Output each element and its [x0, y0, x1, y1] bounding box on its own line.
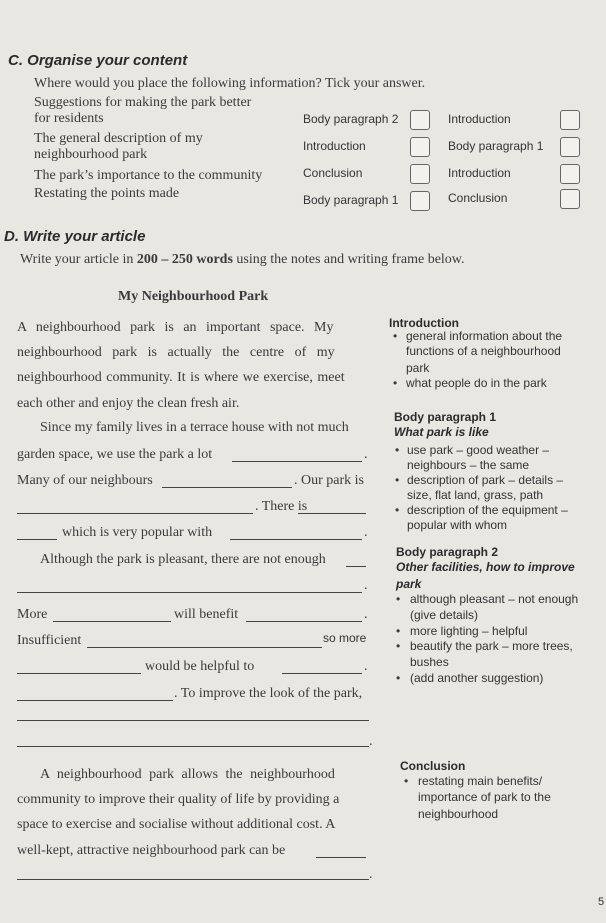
- article-line-6: garden space, we use the park a lot: [17, 447, 213, 462]
- period: .: [364, 607, 368, 622]
- notes-body1-b3-l1: description of the equipment –: [407, 503, 568, 517]
- row3-option1-checkbox[interactable]: [410, 164, 430, 184]
- bullet: •: [393, 376, 398, 390]
- blank-1[interactable]: [232, 461, 362, 462]
- notes-body2-b1-l1: although pleasant – not enough: [410, 592, 579, 606]
- blank-9[interactable]: [53, 621, 171, 622]
- row2-option1-label: Introduction: [303, 139, 366, 153]
- notes-body2-b3-l1: beautify the park – more trees,: [410, 639, 573, 653]
- row4-option2-checkbox[interactable]: [560, 189, 580, 209]
- article-line-15: so more: [323, 631, 367, 645]
- article-line-16: would be helpful to: [145, 659, 255, 674]
- blank-16[interactable]: [17, 746, 369, 747]
- article-line-17: . To improve the look of the park,: [174, 686, 363, 701]
- bullet: •: [396, 592, 401, 606]
- notes-body1-b1-l2: neighbours – the same: [407, 458, 530, 472]
- blank-18[interactable]: [17, 879, 369, 880]
- row4-item-line1: Restating the points made: [34, 186, 180, 201]
- row1-option1-checkbox[interactable]: [410, 110, 430, 130]
- notes-body2-subheading: Other facilities, how to improve: [396, 560, 575, 574]
- notes-conclusion-heading: Conclusion: [400, 759, 466, 773]
- article-line-3: neighbourhood community. It is where we exercise, meet: [17, 370, 345, 385]
- row1-item-line2: for residents: [34, 111, 104, 126]
- article-line-5: Since my family lives in a terrace house with not much: [40, 420, 349, 435]
- notes-intro-b2: what people do in the park: [406, 376, 547, 390]
- section-c-title: C. Organise your content: [8, 52, 188, 69]
- notes-intro-b1-l3: park: [406, 361, 430, 375]
- blank-5[interactable]: [17, 539, 57, 540]
- period: .: [369, 867, 373, 882]
- bullet: •: [396, 671, 401, 685]
- period: .: [364, 659, 368, 674]
- blank-15[interactable]: [17, 720, 369, 721]
- blank-17[interactable]: [316, 857, 366, 858]
- article-line-19: community to improve their quality of life by providing a: [17, 792, 340, 807]
- notes-body1-b1-l1: use park – good weather –: [407, 443, 550, 457]
- row1-option2-checkbox[interactable]: [560, 110, 580, 130]
- row3-option2-checkbox[interactable]: [560, 164, 580, 184]
- article-line-13: will benefit: [174, 607, 239, 622]
- row2-option2-label: Body paragraph 1: [448, 139, 544, 153]
- period: .: [364, 525, 368, 540]
- notes-conclusion-b1-l3: neighbourhood: [418, 807, 499, 821]
- notes-conclusion-b1-l2: importance of park to the: [418, 790, 551, 804]
- article-line-21: well-kept, attractive neighbourhood park can be: [17, 843, 286, 858]
- article-line-11: Although the park is pleasant, there are not enough: [40, 552, 326, 567]
- notes-body1-b2-l2: size, flat land, grass, path: [407, 488, 544, 502]
- section-d-title: D. Write your article: [4, 228, 146, 245]
- row2-item-line2: neighbourhood park: [34, 147, 148, 162]
- article-line-1: A neighbourhood park is an important space. My: [17, 320, 334, 335]
- bullet: •: [396, 639, 401, 653]
- notes-conclusion-b1-l1: restating main benefits/: [418, 774, 543, 788]
- notes-intro-b1-l1: general information about the: [406, 329, 563, 343]
- row3-option2-label: Introduction: [448, 166, 511, 180]
- row3-item-line1: The park’s importance to the community: [34, 168, 263, 183]
- bullet: •: [393, 329, 398, 343]
- notes-intro-b1-l2: functions of a neighbourhood: [406, 344, 561, 358]
- row4-option1-checkbox[interactable]: [410, 191, 430, 211]
- notes-body2-b1-l2: (give details): [410, 608, 479, 622]
- blank-3[interactable]: [17, 513, 253, 514]
- row2-option2-checkbox[interactable]: [560, 137, 580, 157]
- blank-7[interactable]: [346, 566, 366, 567]
- notes-body2-heading: Body paragraph 2: [396, 545, 499, 559]
- notes-body1-subheading: What park is like: [394, 425, 489, 439]
- row3-option1-label: Conclusion: [303, 166, 363, 180]
- article-line-12: More: [17, 607, 48, 622]
- article-line-4: each other and enjoy the clean fresh air.: [17, 396, 240, 411]
- article-line-7: Many of our neighbours: [17, 473, 153, 488]
- row1-option1-label: Body paragraph 2: [303, 112, 399, 126]
- blank-6[interactable]: [230, 539, 362, 540]
- article-line-10: which is very popular with: [62, 525, 213, 540]
- section-d-instruction: Write your article in 200 – 250 words using the notes and writing frame below.: [20, 252, 465, 267]
- blank-14[interactable]: [17, 700, 173, 701]
- period: .: [369, 734, 373, 749]
- row2-option1-checkbox[interactable]: [410, 137, 430, 157]
- notes-body1-heading: Body paragraph 1: [394, 410, 497, 424]
- article-title: My Neighbourhood Park: [118, 289, 269, 304]
- blank-8[interactable]: [17, 592, 362, 593]
- bullet: •: [395, 443, 400, 457]
- notes-intro-heading: Introduction: [389, 316, 459, 330]
- blank-11[interactable]: [87, 647, 322, 648]
- period: .: [364, 578, 368, 593]
- article-line-18: A neighbourhood park allows the neighbourhood: [40, 767, 335, 782]
- article-line-14: Insufficient: [17, 633, 82, 648]
- row1-item-line1: Suggestions for making the park better: [34, 95, 252, 110]
- blank-2[interactable]: [162, 487, 292, 488]
- bullet: •: [395, 503, 400, 517]
- article-line-9: . There is: [255, 499, 308, 514]
- blank-13[interactable]: [282, 673, 362, 674]
- row1-option2-label: Introduction: [448, 112, 511, 126]
- blank-10[interactable]: [246, 621, 362, 622]
- bullet: •: [404, 774, 409, 788]
- notes-body2-b3-l2: bushes: [410, 655, 449, 669]
- period: .: [364, 447, 368, 462]
- bullet: •: [395, 473, 400, 487]
- blank-12[interactable]: [17, 673, 141, 674]
- notes-body2-b2: more lighting – helpful: [410, 624, 528, 638]
- notes-body2-subheading2: park: [396, 577, 422, 591]
- page-number: 5: [598, 896, 605, 908]
- article-line-8: . Our park is: [294, 473, 364, 488]
- article-line-2: neighbourhood park is actually the centre of my: [17, 345, 335, 360]
- notes-body1-b2-l1: description of park – details –: [407, 473, 564, 487]
- row4-option1-label: Body paragraph 1: [303, 193, 399, 207]
- notes-body1-b3-l2: popular with whom: [407, 518, 508, 532]
- bullet: •: [396, 624, 401, 638]
- article-line-20: space to exercise and socialise without additional cost. A: [17, 817, 336, 832]
- row4-option2-label: Conclusion: [448, 191, 508, 205]
- notes-body2-b4: (add another suggestion): [410, 671, 544, 685]
- section-c-instruction: Where would you place the following information? Tick your answer.: [34, 76, 426, 91]
- row2-item-line1: The general description of my: [34, 131, 203, 146]
- blank-4[interactable]: [298, 513, 366, 514]
